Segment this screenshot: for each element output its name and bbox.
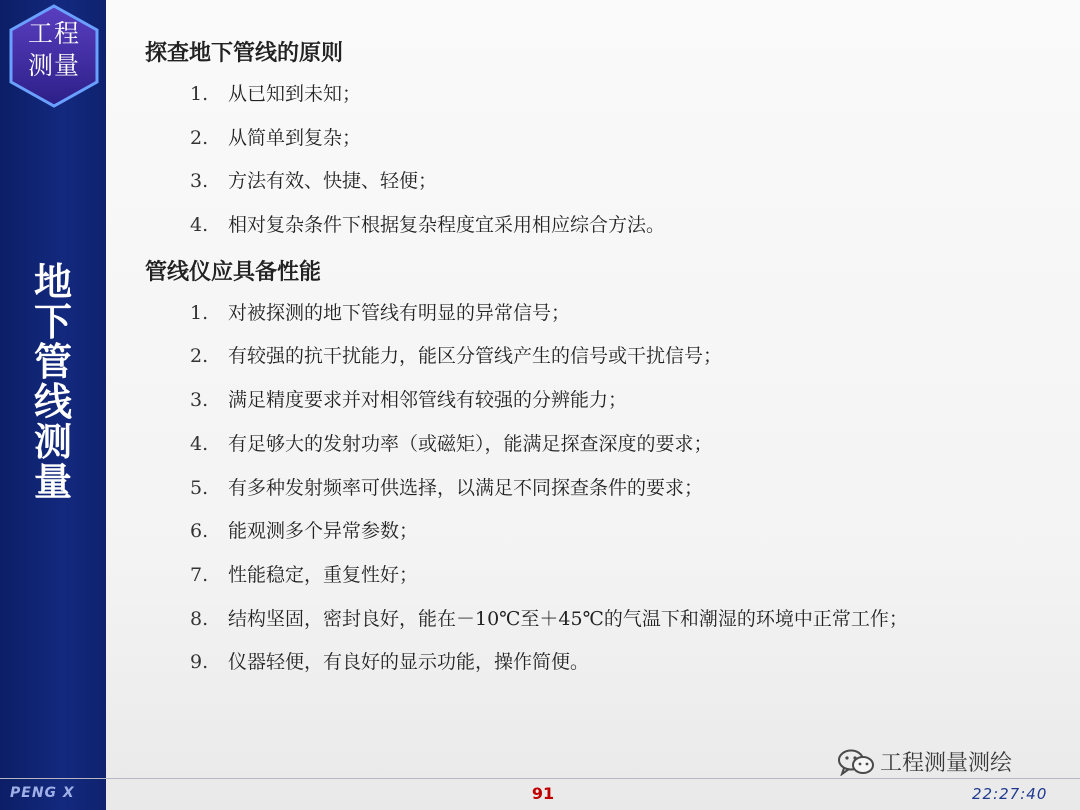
item-number: 7. bbox=[190, 563, 209, 586]
sidebar-title-char: 线 bbox=[33, 380, 72, 424]
list-item bbox=[190, 607, 1065, 651]
list-item bbox=[190, 388, 1065, 432]
item-text: 仪器轻便，有良好的显示功能，操作简便。 bbox=[228, 651, 590, 674]
list-item bbox=[190, 301, 1065, 345]
footer-divider bbox=[0, 778, 1080, 779]
item-text: 性能稳定，重复性好； bbox=[228, 563, 419, 586]
sidebar-title-char: 测 bbox=[33, 420, 72, 464]
list-item bbox=[190, 650, 1065, 694]
item-text: 从简单到复杂； bbox=[228, 126, 362, 149]
item-number: 5. bbox=[190, 476, 209, 499]
timestamp: 22:27:40 bbox=[972, 785, 1048, 803]
item-number: 3. bbox=[190, 170, 209, 193]
item-text: 从已知到未知； bbox=[228, 83, 362, 105]
list-item bbox=[190, 213, 1065, 257]
slide-content bbox=[145, 38, 1065, 694]
list-item bbox=[190, 82, 1065, 126]
item-text: 对被探测的地下管线有明显的异常信号； bbox=[228, 301, 571, 324]
section-heading: 探查地下管线的原则 bbox=[145, 40, 344, 66]
author-label: PENG X bbox=[10, 785, 75, 801]
badge-line-2: 测量 bbox=[27, 51, 80, 80]
section-heading: 管线仪应具备性能 bbox=[145, 258, 322, 285]
watermark bbox=[836, 746, 1012, 777]
sidebar-title-char: 管 bbox=[33, 340, 72, 384]
item-text: 有足够大的发射功率（或磁矩），能满足探查深度的要求； bbox=[228, 432, 713, 455]
item-number: 2. bbox=[190, 345, 209, 368]
item-number: 8. bbox=[190, 607, 209, 630]
item-number: 1. bbox=[190, 83, 209, 105]
item-text: 相对复杂条件下根据复杂程度宜采用相应综合方法。 bbox=[228, 214, 666, 237]
item-text: 方法有效、快捷、轻便； bbox=[228, 170, 438, 193]
principles-list bbox=[145, 82, 1065, 257]
item-text: 有较强的抗干扰能力，能区分管线产生的信号或干扰信号； bbox=[228, 345, 723, 368]
list-item bbox=[190, 476, 1065, 520]
list-item bbox=[190, 126, 1065, 170]
item-number: 9. bbox=[190, 651, 209, 674]
hexagon-badge-label bbox=[8, 18, 100, 82]
sidebar-title bbox=[0, 262, 106, 502]
item-number: 4. bbox=[190, 214, 209, 237]
list-item bbox=[190, 519, 1065, 563]
item-text: 能观测多个异常参数； bbox=[228, 520, 419, 543]
wechat-icon bbox=[836, 748, 876, 776]
performance-list bbox=[145, 301, 1065, 694]
watermark-text: 工程测量测绘 bbox=[880, 751, 1013, 776]
item-number: 1. bbox=[190, 301, 209, 324]
list-item bbox=[190, 169, 1065, 213]
item-number: 6. bbox=[190, 520, 209, 543]
item-text: 结构坚固，密封良好，能在－10℃至＋45℃的气温下和潮湿的环境中正常工作； bbox=[228, 607, 908, 630]
list-item bbox=[190, 344, 1065, 388]
item-text: 有多种发射频率可供选择，以满足不同探查条件的要求； bbox=[228, 476, 704, 499]
sidebar-title-char: 下 bbox=[33, 300, 72, 344]
item-number: 3. bbox=[190, 389, 209, 412]
sidebar-title-char: 量 bbox=[33, 460, 72, 504]
item-number: 4. bbox=[190, 432, 209, 455]
page-number: 91 bbox=[531, 784, 555, 803]
list-item bbox=[190, 432, 1065, 476]
sidebar-title-char: 地 bbox=[33, 260, 72, 304]
item-number: 2. bbox=[190, 126, 209, 149]
item-text: 满足精度要求并对相邻管线有较强的分辨能力； bbox=[228, 389, 628, 412]
badge-line-1: 工程 bbox=[27, 19, 80, 48]
list-item bbox=[190, 563, 1065, 607]
